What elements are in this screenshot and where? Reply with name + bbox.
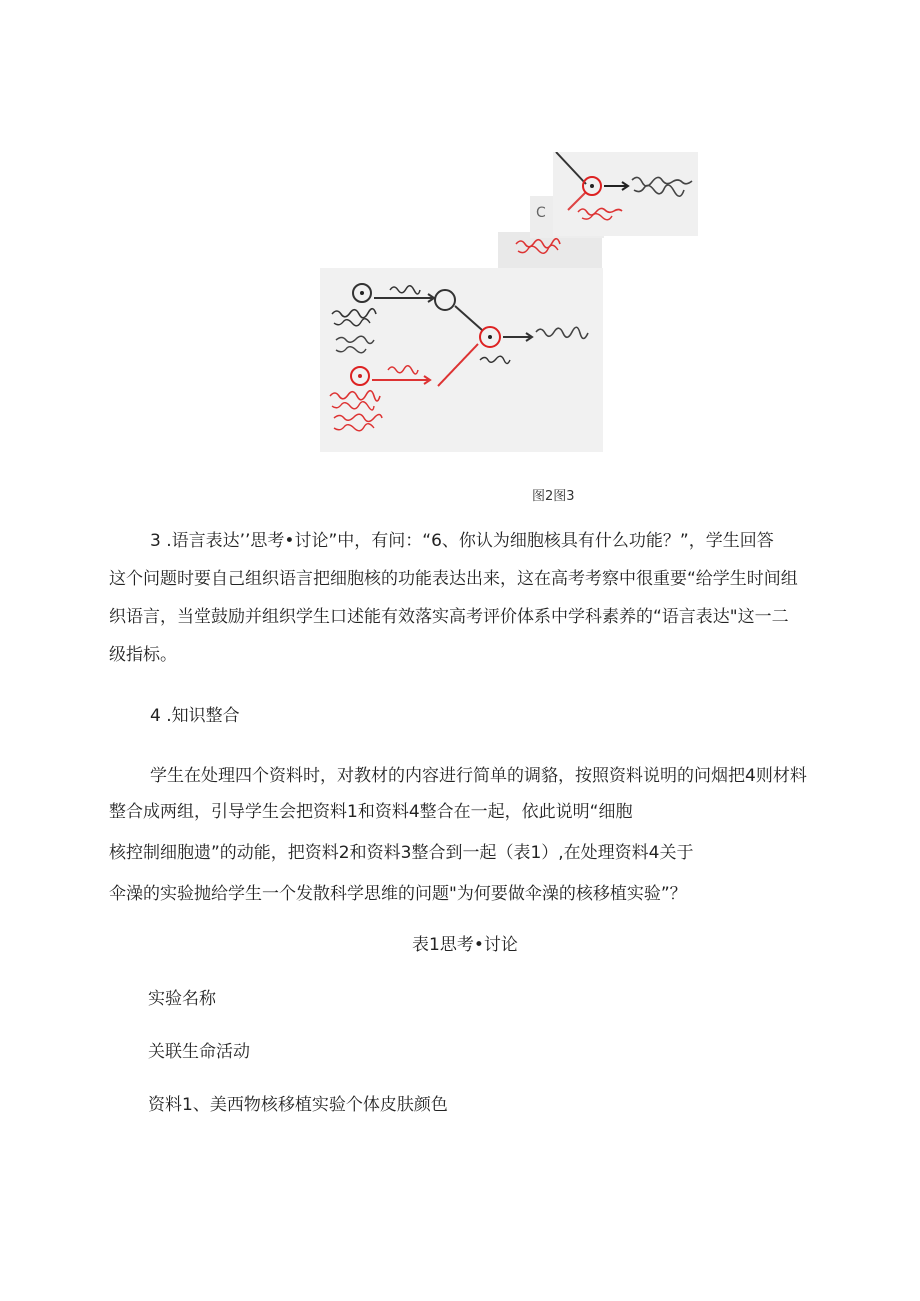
table-row: 资料1、美西物核移植实验个体皮肤颜色 — [148, 1095, 448, 1115]
section4-line-4: 伞澡的实验抛给学生一个发散科学思维的问题"为何要做伞澡的核移植实验”？ — [109, 884, 687, 904]
inset-letter-c: C — [536, 205, 546, 221]
table-row: 关联生命活动 — [148, 1042, 250, 1062]
table-title: 表1思考•讨论 — [412, 935, 518, 955]
section3-line-3: 织语言，当堂鼓励并组织学生口述能有效落实高考评价体系中学科素养的“语言表达"这一二 — [109, 607, 789, 627]
figure-main-diagram — [320, 268, 603, 452]
figure-small-diagram — [498, 152, 698, 268]
section3-line-1: 3 .语言表达’’思考•讨论”中，有问：“6、你认为细胞核具有什么功能？”，学生回答 — [150, 531, 774, 551]
section3-line-4: 级指标。 — [109, 645, 177, 665]
section4-line-2: 整合成两组，引导学生会把资料1和资料4整合在一起，依此说明“细胞 — [109, 802, 633, 822]
section4-line-3: 核控制细胞遗”的动能，把资料2和资料3整合到一起（表1）,在处理资料4关于 — [109, 843, 694, 863]
section4-line-1: 学生在处理四个资料时，对教材的内容进行简单的调貉，按照资料说明的问烟把4则材料 — [150, 766, 807, 786]
figure-caption: 图2图3 — [532, 489, 575, 504]
section4-heading: 4 .知识整合 — [150, 706, 240, 726]
section3-line-2: 这个问题时要自己组织语言把细胞核的功能表达出来，这在高考考察中很重要“给学生时间组 — [109, 569, 798, 589]
table-row: 实验名称 — [148, 989, 216, 1009]
